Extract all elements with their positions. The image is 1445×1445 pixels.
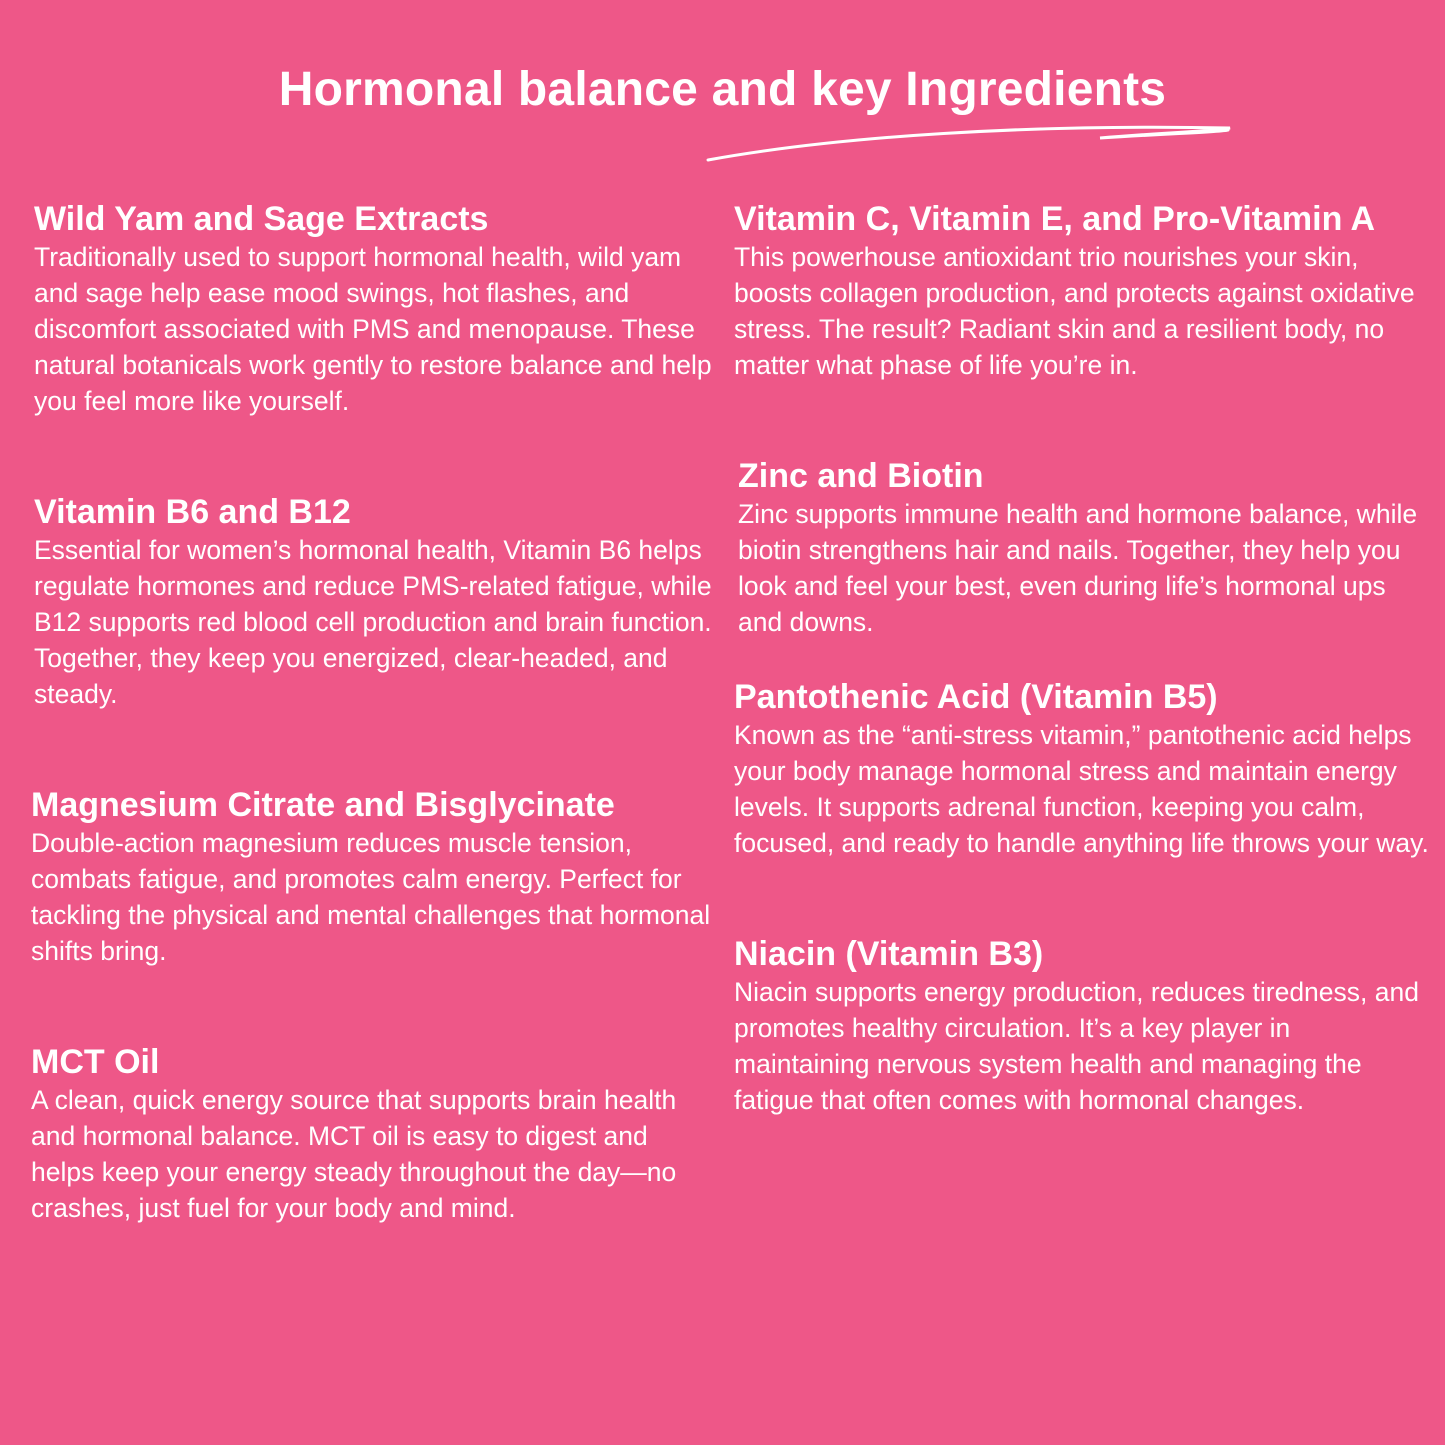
ingredient-heading: Niacin (Vitamin B3) (734, 935, 1044, 973)
ingredient-vitamin-b6-b12 (34, 492, 714, 712)
ingredient-vitamin-c-e-a (734, 199, 1429, 383)
ingredient-description: Double-action magnesium reduces muscle tension, combats fatigue, and promotes calm energy. Perfect for tackling the physical and mental challenges that hormonal shifts bring. (31, 828, 711, 966)
ingredient-description: Known as the “anti-stress vitamin,” pantothenic acid helps your body manage hormonal stress and maintain energy levels. It supports adrenal function, keeping you calm, focused, and ready to handle anything life throws your way. (734, 720, 1429, 858)
ingredient-pantothenic-acid (734, 677, 1429, 861)
ingredient-description: Zinc supports immune health and hormone balance, while biotin strengthens hair and nails. Together, they help you look and feel your best, even during life’s hormonal ups and downs. (738, 499, 1418, 637)
ingredient-heading: Magnesium Citrate and Bisglycinate (31, 786, 615, 824)
ingredient-description: Essential for women’s hormonal health, Vitamin B6 helps regulate hormones and reduce PMS-related fatigue, while B12 supports red blood cell production and brain function. Together, they keep you energized, clear-headed, and steady. (34, 535, 712, 709)
ingredient-magnesium (31, 785, 711, 969)
ingredient-wild-yam-sage (34, 199, 714, 419)
ingredient-niacin (734, 934, 1429, 1118)
title-underline-swoosh (700, 118, 1240, 168)
ingredient-description: Traditionally used to support hormonal health, wild yam and sage help ease mood swings, hot flashes, and discomfort associated with PMS and menopause. These natural botanicals work gently to restore balance and help you feel more like yourself. (34, 242, 712, 416)
ingredient-heading: Vitamin C, Vitamin E, and Pro-Vitamin A (734, 200, 1376, 238)
ingredient-heading: MCT Oil (31, 1043, 160, 1081)
ingredient-description: This powerhouse antioxidant trio nourishes your skin, boosts collagen production, and protects against oxidative stress. The result? Radiant skin and a resilient body, no matter what phase of life you’re in. (734, 242, 1415, 380)
ingredient-description: Niacin supports energy production, reduces tiredness, and promotes healthy circulation. It’s a key player in maintaining nervous system health and managing the fatigue that often comes with hormonal changes. (734, 977, 1419, 1115)
ingredient-heading: Vitamin B6 and B12 (34, 493, 351, 531)
ingredient-heading: Zinc and Biotin (738, 457, 984, 495)
ingredient-heading: Wild Yam and Sage Extracts (34, 200, 489, 238)
ingredient-description: A clean, quick energy source that supports brain health and hormonal balance. MCT oil is easy to digest and helps keep your energy steady throughout the day—no crashes, just fuel for your body and mind. (31, 1085, 677, 1223)
ingredient-zinc-biotin (738, 456, 1433, 640)
ingredient-mct-oil (31, 1042, 711, 1226)
ingredient-heading: Pantothenic Acid (Vitamin B5) (734, 678, 1218, 716)
page-title: Hormonal balance and key Ingredients (278, 63, 1167, 116)
